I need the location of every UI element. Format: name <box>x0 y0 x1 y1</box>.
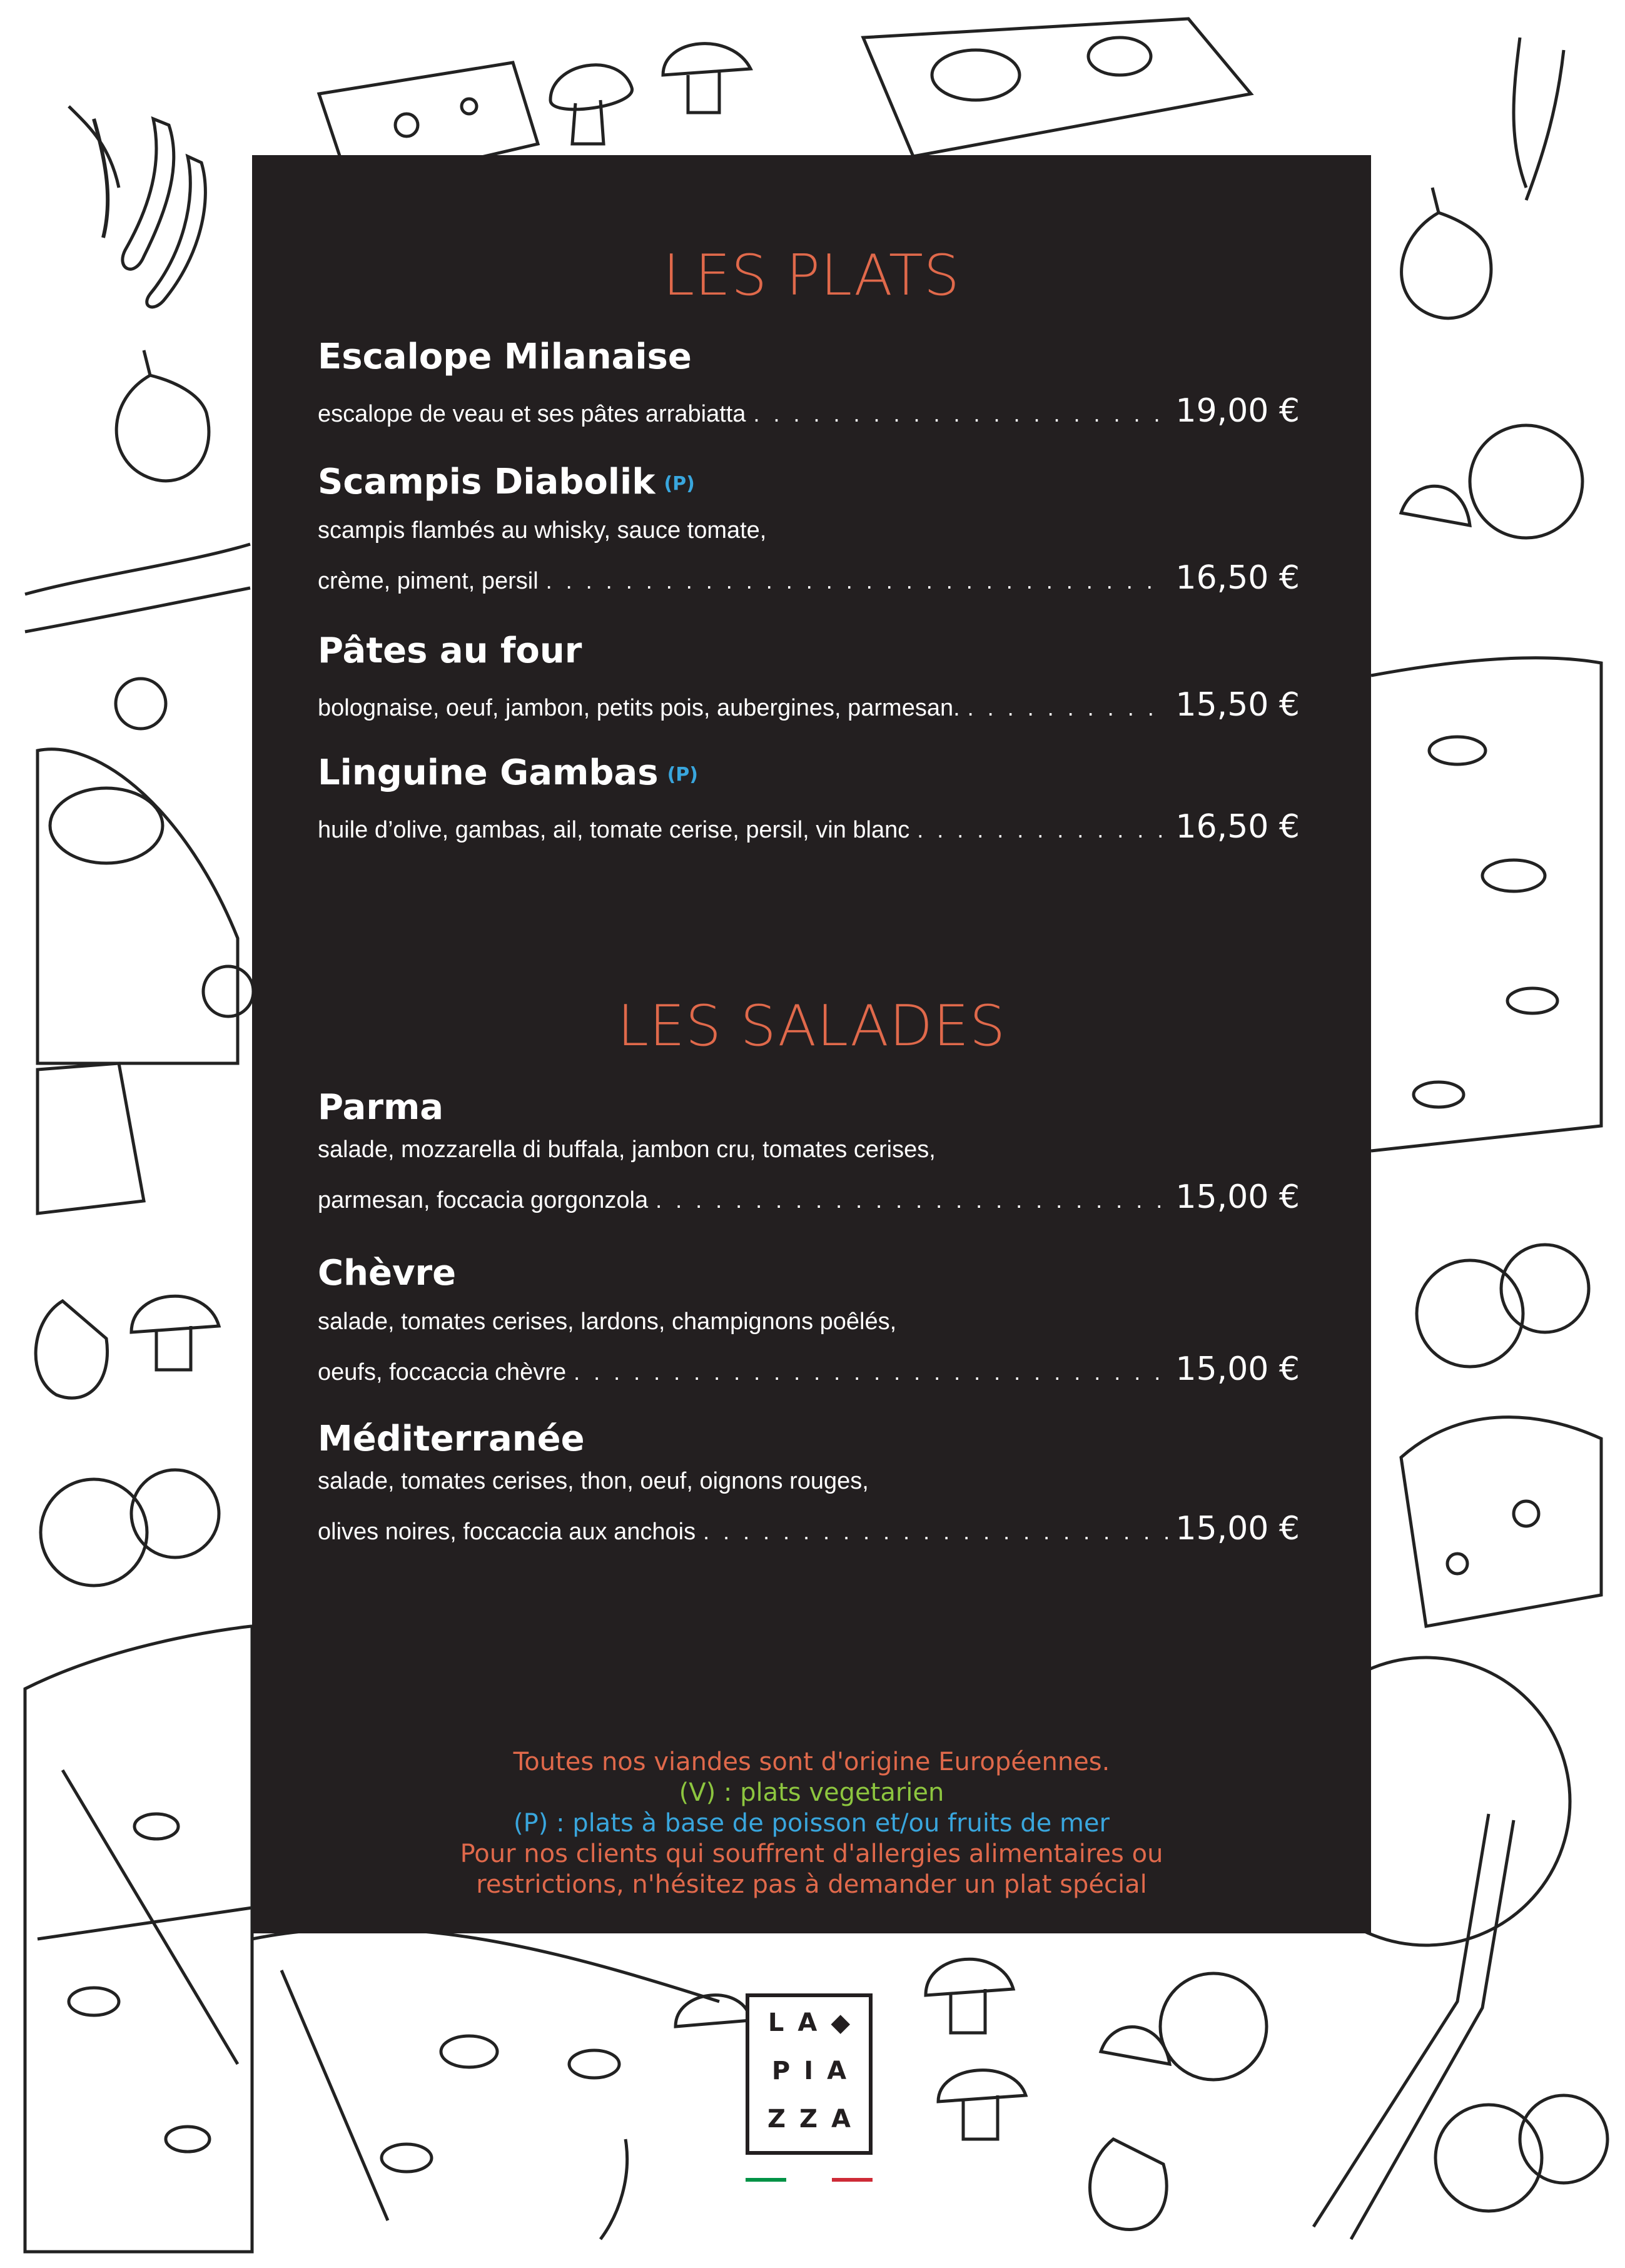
chili-icon <box>69 106 119 188</box>
cheese-icon <box>38 1063 144 1213</box>
note-vegetarian: (V) : plats vegetarien <box>679 1778 944 1807</box>
flag-red-bar <box>832 2178 873 2182</box>
garlic-icon <box>36 1301 107 1398</box>
logo-row-2: PIA <box>771 2057 861 2085</box>
dish-price: 16,50 € <box>1175 808 1300 846</box>
pizza-crust <box>25 544 250 594</box>
dish-description: salade, tomates cerises, lardons, champignons poêlés, <box>318 1309 897 1335</box>
dish-description: oeufs, foccaccia chèvre <box>318 1359 567 1385</box>
tomato-icon <box>1160 1973 1267 2080</box>
la-piazza-logo <box>746 1993 873 2155</box>
garlic-icon <box>1090 2139 1167 2229</box>
dish-description: salade, mozzarella di buffala, jambon cru, tomates cerises, <box>318 1137 936 1163</box>
dish-price: 15,00 € <box>1175 1350 1300 1388</box>
dish-description-row <box>318 686 1300 724</box>
pizza-slice-icon <box>863 19 1251 156</box>
dish-name: Pâtes au four <box>318 630 582 671</box>
dish-price: 15,00 € <box>1175 1510 1300 1547</box>
dish-description-row <box>318 1178 1300 1216</box>
logo-row-1: LA◆ <box>767 2008 864 2037</box>
dish-price: 15,50 € <box>1175 686 1300 724</box>
mushroom-icon <box>131 1296 219 1370</box>
salad-mediterranee <box>318 1419 1300 1547</box>
dish-scampis-diabolik <box>318 462 1300 597</box>
pizza-slice-icon <box>38 749 238 1063</box>
tomato-icon <box>1470 425 1582 538</box>
dish-description: olives noires, foccaccia aux anchois <box>318 1519 696 1545</box>
garlic-icon <box>1402 188 1491 318</box>
dish-description-row <box>318 392 1300 430</box>
dot-leader <box>917 817 1168 843</box>
note-allergy-line-1: Pour nos clients qui souffrent d'allergies alimentaires ou <box>460 1840 1163 1868</box>
dot-leader <box>968 695 1168 721</box>
dish-name: Escalope Milanaise <box>318 337 692 377</box>
dish-description-row <box>318 1510 1300 1547</box>
tomato-icon <box>1501 1245 1589 1332</box>
logo-row-3: ZZA <box>767 2105 864 2134</box>
mushroom-icon <box>926 1959 1013 2033</box>
pizza-icon <box>25 1626 252 2252</box>
dish-description-row <box>318 808 1300 846</box>
dot-leader <box>546 568 1168 594</box>
dish-description-row <box>318 1350 1300 1388</box>
garlic-icon <box>116 350 209 481</box>
dish-description: salade, tomates cerises, thon, oeuf, oignons rouges, <box>318 1468 869 1494</box>
dish-price: 19,00 € <box>1175 392 1300 430</box>
dish-name-row <box>318 462 1300 502</box>
mushroom-icon <box>938 2070 1026 2139</box>
dish-name: Parma <box>318 1087 444 1128</box>
chili-icon <box>1526 50 1564 200</box>
poisson-tag: (P) <box>667 764 698 786</box>
cheese-icon <box>1401 1417 1601 1626</box>
dish-price: 15,00 € <box>1175 1178 1300 1216</box>
note-origin: Toutes nos viandes sont d'origine Européennes. <box>513 1748 1110 1776</box>
dish-escalope-milanaise <box>318 337 1300 430</box>
dish-name: Méditerranée <box>318 1419 585 1459</box>
dot-leader <box>656 1187 1168 1213</box>
dish-linguine-gambas <box>318 752 1300 846</box>
salad-chevre <box>318 1253 1300 1388</box>
dish-description: escalope de veau et ses pâtes arrabiatta <box>318 401 746 427</box>
flag-green-bar <box>746 2178 786 2182</box>
mushroom-icon <box>663 44 751 113</box>
dot-leader <box>703 1519 1168 1545</box>
chili-icon <box>1514 38 1526 188</box>
dish-name-row <box>318 752 1300 793</box>
dish-pates-au-four <box>318 630 1300 724</box>
section-title-plats: LES PLATS <box>663 243 960 308</box>
tomato-icon <box>41 1479 147 1586</box>
dish-price: 16,50 € <box>1175 559 1300 597</box>
dish-description: scampis flambés au whisky, sauce tomate, <box>318 517 767 544</box>
tomato-icon <box>1520 2095 1607 2183</box>
menu-notes <box>252 1747 1371 1900</box>
dish-description: huile d’olive, gambas, ail, tomate cerise, persil, vin blanc <box>318 817 910 843</box>
dish-description: parmesan, foccacia gorgonzola <box>318 1187 649 1213</box>
section-title-salades: LES SALADES <box>617 993 1006 1059</box>
dish-description-row <box>318 559 1300 597</box>
dish-description: crème, piment, persil <box>318 568 539 594</box>
note-allergy-line-2: restrictions, n'hésitez pas à demander un plat spécial <box>476 1870 1147 1899</box>
dish-description: bolognaise, oeuf, jambon, petits pois, aubergines, parmesan. <box>318 695 960 721</box>
dot-leader <box>574 1359 1168 1385</box>
dish-name: Linguine Gambas <box>318 752 659 793</box>
pizza-slice-icon <box>1371 658 1601 1151</box>
dot-leader <box>753 401 1168 427</box>
dish-name: Scampis Diabolik <box>318 462 656 502</box>
chili-icon <box>123 119 174 269</box>
mushroom-icon <box>550 65 632 144</box>
tomato-icon <box>1417 1260 1523 1367</box>
dish-name: Chèvre <box>318 1253 457 1293</box>
note-poisson: (P) : plats à base de poisson et/ou fruits de mer <box>514 1809 1110 1838</box>
salad-parma <box>318 1087 1300 1216</box>
menu-panel <box>252 155 1371 1933</box>
poisson-tag: (P) <box>664 473 695 495</box>
chili-icon <box>600 2139 627 2239</box>
